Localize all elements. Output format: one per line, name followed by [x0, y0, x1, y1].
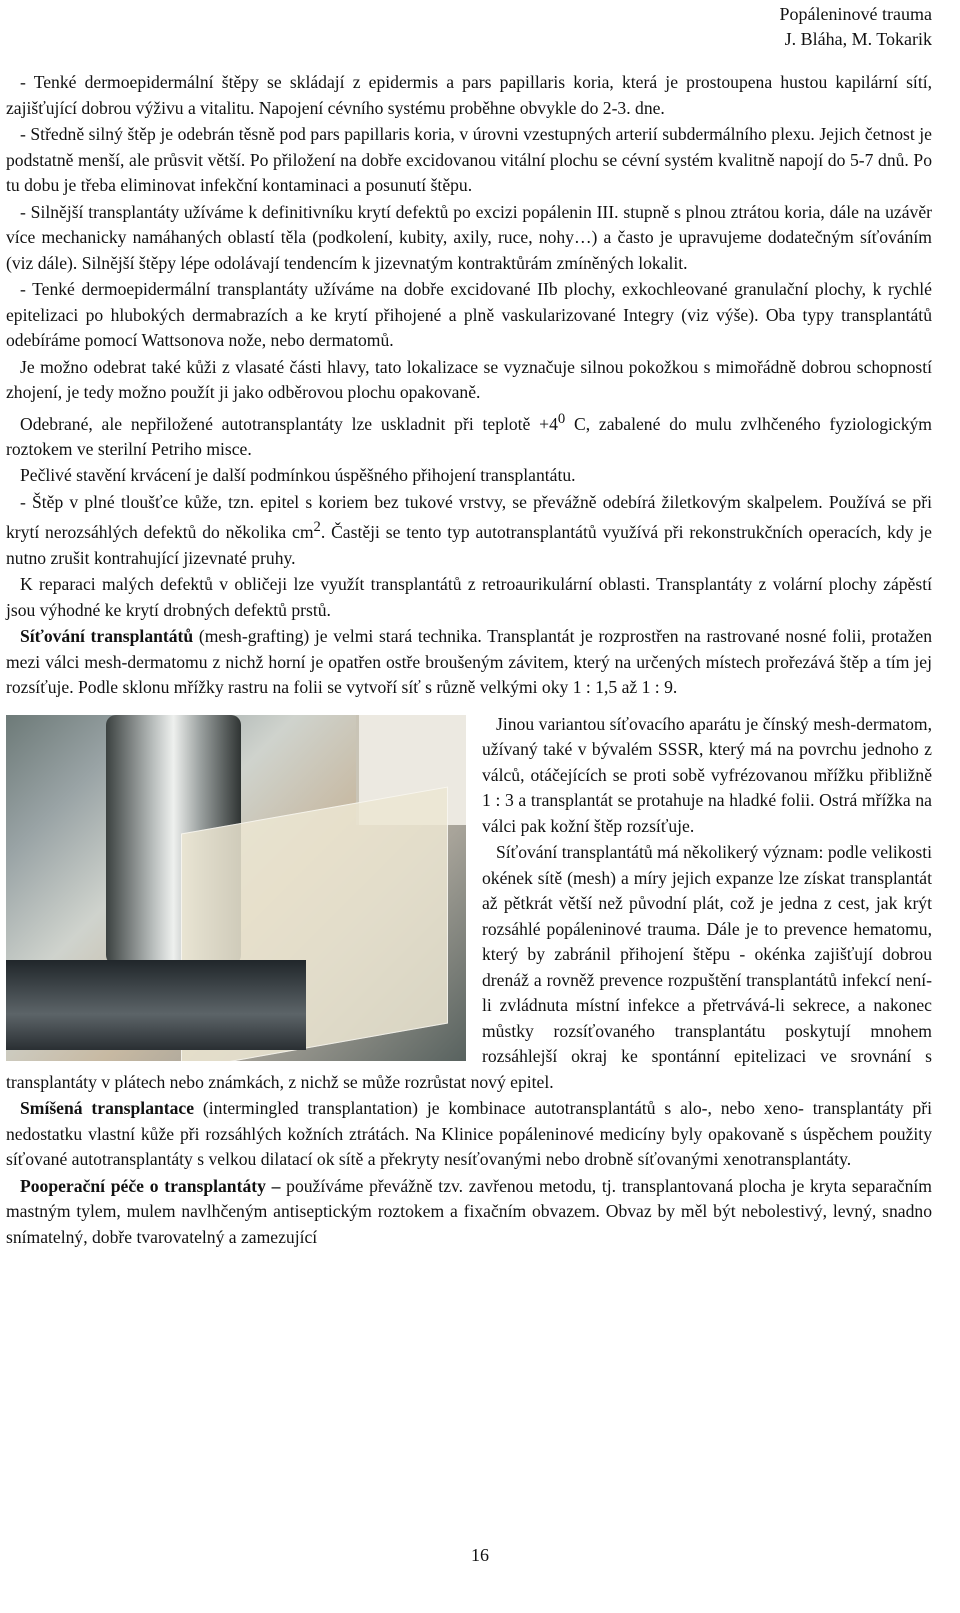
page-number: 16: [471, 1545, 489, 1565]
text-span: - Štěp v plné tloušťce kůže, tzn. epitel s koriem bez tukové vrstvy, se převážně odebírá žiletkovým skalpelem. Používá se při krytí nerozsáhlých defektů do několika cm: [6, 491, 932, 543]
machine-base-shape: [6, 960, 306, 1050]
bold-term: Síťování transplantátů: [20, 626, 194, 647]
paragraph: [6, 1174, 932, 1251]
paragraph: Jinou variantou síťovacího aparátu je čínský mesh-dermatom, užívaný také v bývalém SSSR, který má na povrchu jednoho z válců, otáčejících se proti sobě vyfrézovanou mřížku přibližně 1 : 3 a transplantát se protahuje na hladké folii. Ostrá mřížka na válci pak kožní štěp rozsíťuje.: [482, 713, 932, 836]
running-header: [780, 2, 932, 52]
text-span: . Častěji se tento typ autotransplantátů využívá při rekonstrukčních operacích, kdy je nutno zrušit kontrahující jizevnaté pruhy.: [6, 522, 932, 568]
paragraph: [6, 1096, 932, 1173]
paragraph: Pečlivé stavění krvácení je další podmínkou úspěšného přihojení transplantátu.: [20, 465, 576, 486]
paragraph: K reparaci malých defektů v obličeji lze využít transplantátů z retroaurikulární oblasti. Transplantáty z volární plochy zápěstí jsou výhodné ke krytí drobných defektů prstů.: [6, 574, 932, 620]
paragraph: - Tenké dermoepidermální transplantáty užíváme na dobře excidované IIb plochy, exkochleované granulační plochy, k rychlé epitelizaci po hlubokých dermabrazích a ke krytí přihojené a plně vaskularizované Integry (viz výše). Oba typy transplantátů odebíráme pomocí Wattsonova nože, nebo dermatomů.: [6, 279, 932, 350]
header-authors: J. Bláha, M. Tokarik: [784, 29, 932, 49]
text-span: C, zabalené do mulu zvlhčeného fyziologickým roztokem ve sterilní Petriho misce.: [6, 413, 932, 459]
paragraph: [6, 490, 932, 571]
paragraph: Je možno odebrat také kůži z vlasaté části hlavy, tato lokalizace se vyznačuje silnou pokožkou s mimořádně dobrou schopností zhojení, je tedy možno použít ji jako odběrovou plochu opakovaně.: [6, 356, 932, 402]
paragraph: - Středně silný štěp je odebrán těsně pod pars papillaris koria, v úrovni vzestupných arterií subdermálního plexu. Jejich četnost je podstatně menší, ale průsvit větší. Po přiložení na dobře excidovanou vitální plochu se cévní systém kvalitně napojí do 5-7 dnů. Po tu dobu je třeba eliminovat infekční kontaminaci a posunutí štěpu.: [6, 124, 932, 195]
paragraph: Síťování transplantátů má několikerý význam: podle velikosti okének sítě (mesh) a míry jejich expanze lze získat transplantát až pětkrát větší než původní plát, což je jedna z cest, jak krýt rozsáhlé popáleninové trauma. Dále je to prevence hematomu, který by zabránil přihojení štěpu - okénka zajišťují dobrou drenáž a rovněž prevence rozpuštění transplantátů infekcí není-li zvládnuta místní infekce a přetrvává-li sekrece, a nakonec můstky rozsíťovaného transplantátu poskytují mnohem rozsáhlejší okraj ke spontánní epitelizaci ve srovnání s transplantáty v plátech nebo známkách, z nichž se může rozrůstat nový epitel.: [6, 842, 932, 1092]
mesh-dermatome-photo: [6, 715, 466, 1061]
paragraph: [6, 407, 932, 463]
header-title: Popáleninové trauma: [779, 4, 932, 24]
bold-term: Pooperační péče o transplantáty –: [20, 1175, 281, 1196]
superscript: 2: [313, 519, 321, 536]
text-span: Odebrané, ale nepřiložené autotransplantáty lze uskladnit při teplotě +4: [20, 413, 558, 434]
bold-term: Smíšená transplantace: [20, 1098, 195, 1119]
superscript: 0: [557, 410, 566, 427]
body-text: [6, 70, 932, 1251]
paragraph: - Tenké dermoepidermální štěpy se skládají z epidermis a pars papillaris koria, která je prostoupena hustou kapilární sítí, zajišťující dobrou výživu a vitalitu. Napojení cévního systému proběhne obvykle do 2-3. dne.: [6, 72, 932, 118]
text-span: (intermingled transplantation) je kombinace autotransplantátů s alo-, nebo xeno- transplantáty při nedostatku vlastní kůže při rozsáhlých kožních ztrátách. Na Klinice popáleninové medicíny byly opakovaně s úspěchem použity síťované autotransplantáty s velkou dilatací ok sítě a překryty nesíťovanými nebo drobně síťovanými xenotransplantáty.: [6, 1098, 932, 1170]
paragraph: - Silnější transplantáty užíváme k definitivníku krytí defektů po excizi popálenin III. stupně s plnou ztrátou koria, dále na uzávěr více mechanicky namáhaných oblastí těla (podkolení, kubity, axily, ruce, nohy…) a často je upravujeme dodatečným síťováním (viz dále). Silnější štěpy lépe odolávají tendencím k jizevnatým kontraktůrám zmíněných lokalit.: [6, 201, 932, 273]
text-span: používáme převážně tzv. zavřenou metodu, tj. transplantovaná plocha je kryta separačním mastným tylem, mulem navlhčeným antiseptickým roztokem a fixačním obvazem. Obvaz by měl být nebolestivý, levný, snadno snímatelný, dobře tvarovatelný a zamezující: [6, 1175, 932, 1247]
text-span: (mesh-grafting) je velmi stará technika. Transplantát je rozprostřen na rastrované nosné folii, protažen mezi válci mesh-dermatomu z nichž horní je opatřen ostře broušeným závitem, který na určených místech prořezává štěp a tím jej rozsíťuje. Podle sklonu mřížky rastru na folii se vytvoří síť s různě velkými oky 1 : 1,5 až 1 : 9.: [6, 626, 932, 698]
paragraph: [6, 624, 932, 701]
